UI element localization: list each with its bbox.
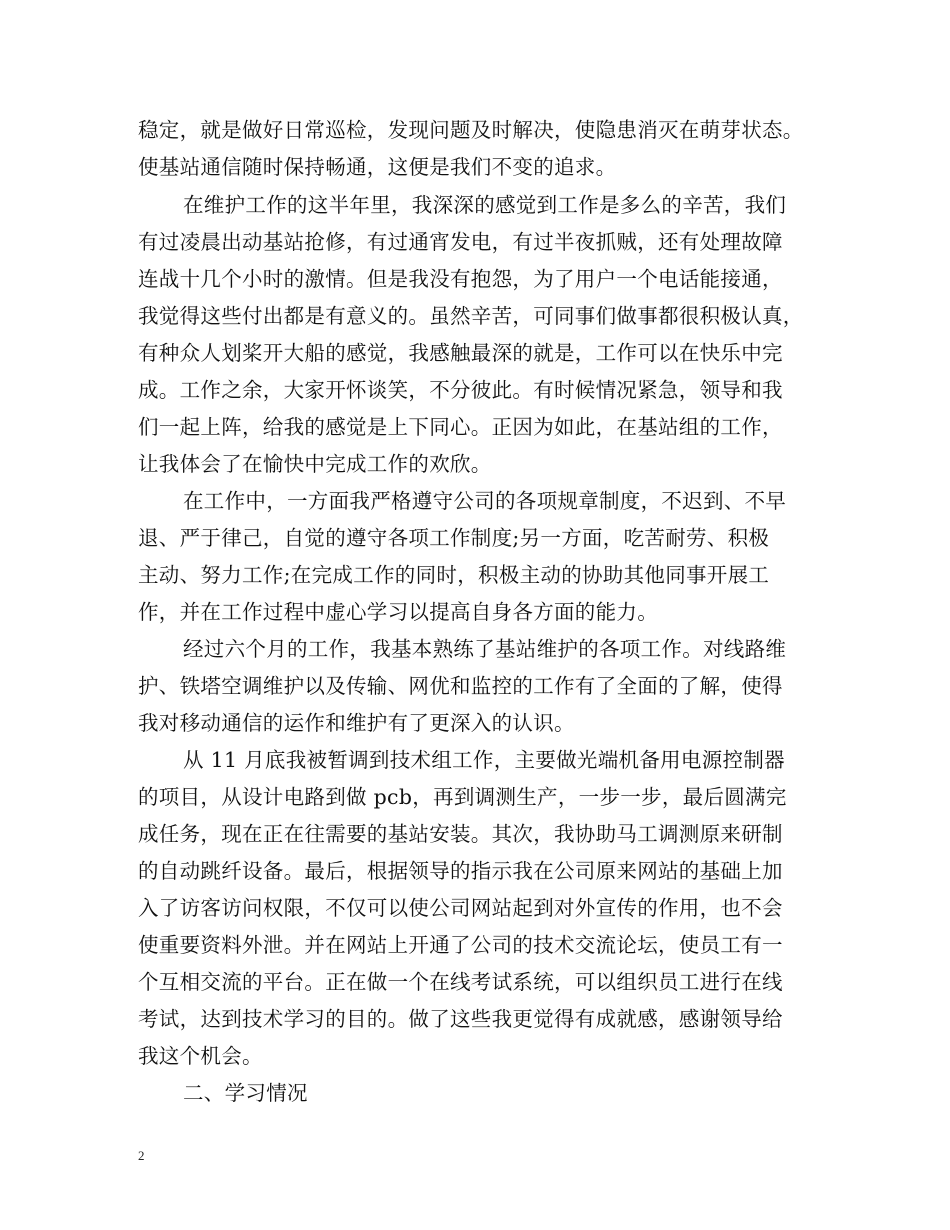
text-line: 我觉得这些付出都是有意义的。虽然辛苦，可同事们做事都很积极认真，	[138, 304, 804, 328]
paragraph-start-line: 经过六个月的工作，我基本熟练了基站维护的各项工作。对线路维	[183, 637, 787, 661]
text-line: 入了访客访问权限，不仅可以使公司网站起到对外宣传的作用，也不会	[138, 896, 783, 920]
text-line: 考试，达到技术学习的目的。做了这些我更觉得有成就感，感谢领导给	[138, 1007, 783, 1031]
text-line: 退、严于律己，自觉的遵守各项工作制度;另一方面，吃苦耐劳、积极	[138, 526, 770, 550]
text-line: 们一起上阵，给我的感觉是上下同心。正因为如此，在基站组的工作，	[138, 415, 783, 439]
text-line: 的自动跳纤设备。最后，根据领导的指示我在公司原来网站的基础上加	[138, 859, 783, 883]
text-line: 连战十几个小时的激情。但是我没有抱怨，为了用户一个电话能接通，	[138, 267, 783, 291]
text-line: 有种众人划桨开大船的感觉，我感触最深的就是，工作可以在快乐中完	[138, 341, 783, 365]
text-line: 稳定，就是做好日常巡检，发现问题及时解决，使隐患消灭在萌芽状态。	[138, 118, 804, 142]
paragraph-start-line: 在工作中，一方面我严格遵守公司的各项规章制度，不迟到、不早	[183, 489, 787, 513]
text-line: 作，并在工作过程中虚心学习以提高自身各方面的能力。	[138, 600, 658, 624]
text-line: 个互相交流的平台。正在做一个在线考试系统，可以组织员工进行在线	[138, 970, 783, 994]
text-line: 有过凌晨出动基站抢修，有过通宵发电，有过半夜抓贼，还有处理故障	[138, 230, 783, 254]
text-line: 的项目，从设计电路到做 pcb，再到调测生产，一步一步，最后圆满完	[138, 785, 787, 809]
text-line: 使基站通信随时保持畅通，这便是我们不变的追求。	[138, 155, 617, 179]
text-line: 成。工作之余，大家开怀谈笑，不分彼此。有时候情况紧急，领导和我	[138, 378, 783, 402]
text-line: 护、铁塔空调维护以及传输、网优和监控的工作有了全面的了解，使得	[138, 674, 783, 698]
page-number: 2	[138, 1148, 145, 1163]
text-line: 我这个机会。	[138, 1044, 263, 1068]
text-line: 我对移动通信的运作和维护有了更深入的认识。	[138, 711, 575, 735]
paragraph-start-line: 在维护工作的这半年里，我深深的感觉到工作是多么的辛苦，我们	[183, 193, 787, 217]
paragraph-start-line: 从 11 月底我被暂调到技术组工作，主要做光端机备用电源控制器	[183, 748, 785, 772]
text-line: 让我体会了在愉快中完成工作的欢欣。	[138, 452, 492, 476]
section-heading: 二、学习情况	[183, 1081, 308, 1105]
text-line: 主动、努力工作;在完成工作的同时，积极主动的协助其他同事开展工	[138, 563, 770, 587]
text-line: 使重要资料外泄。并在网站上开通了公司的技术交流论坛，使员工有一	[138, 933, 783, 957]
text-line: 成任务，现在正在往需要的基站安装。其次，我协助马工调测原来研制	[138, 822, 783, 846]
